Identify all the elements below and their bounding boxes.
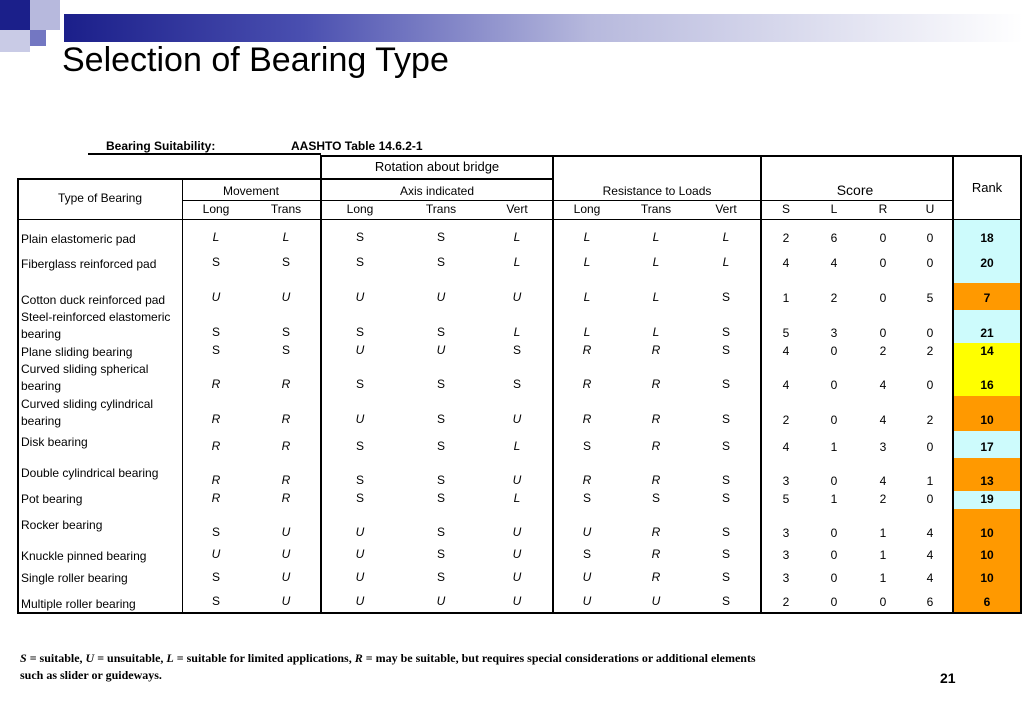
suitability-cell: S bbox=[436, 412, 446, 426]
suitability-cell: L bbox=[722, 230, 730, 244]
score-cell: 3 bbox=[830, 326, 838, 340]
header-axis-indicated: Axis indicated bbox=[399, 184, 475, 198]
suitability-cell: R bbox=[211, 377, 221, 391]
score-cell: 0 bbox=[926, 231, 934, 245]
subheader-5: Long bbox=[573, 202, 601, 216]
score-cell: 3 bbox=[782, 548, 790, 562]
suitability-cell: S bbox=[436, 377, 446, 391]
rank-value: 18 bbox=[980, 231, 994, 245]
suitability-cell: R bbox=[651, 412, 661, 426]
rank-value: 20 bbox=[980, 256, 994, 270]
bearing-name: Steel-reinforced elastomeric bbox=[21, 310, 171, 324]
suitability-cell: S bbox=[211, 570, 221, 584]
score-cell: 2 bbox=[782, 231, 790, 245]
bearing-name: Multiple roller bearing bbox=[21, 597, 136, 611]
score-cell: 6 bbox=[830, 231, 838, 245]
suitability-cell: U bbox=[512, 525, 522, 539]
suitability-cell: S bbox=[582, 491, 592, 505]
suitability-cell: S bbox=[651, 491, 661, 505]
score-cell: 0 bbox=[830, 595, 838, 609]
suitability-cell: R bbox=[281, 439, 291, 453]
suitability-cell: S bbox=[211, 525, 221, 539]
score-cell: 0 bbox=[830, 548, 838, 562]
suitability-cell: S bbox=[436, 570, 446, 584]
suitability-cell: S bbox=[721, 525, 731, 539]
suitability-cell: L bbox=[282, 230, 290, 244]
score-cell: 3 bbox=[782, 571, 790, 585]
suitability-cell: S bbox=[211, 343, 221, 357]
rank-value: 10 bbox=[980, 571, 994, 585]
suitability-cell: R bbox=[211, 491, 221, 505]
score-cell: 0 bbox=[879, 256, 887, 270]
suitability-cell: S bbox=[281, 325, 291, 339]
score-cell: 2 bbox=[782, 413, 790, 427]
suitability-cell: S bbox=[512, 377, 522, 391]
header-type-of-bearing: Type of Bearing bbox=[57, 191, 143, 205]
suitability-cell: R bbox=[582, 473, 592, 487]
suitability-cell: U bbox=[582, 594, 592, 608]
legend-r-symbol: R bbox=[354, 651, 363, 665]
score-cell: 2 bbox=[782, 595, 790, 609]
score-cell: 4 bbox=[926, 548, 934, 562]
header-rotation: Rotation about bridge bbox=[374, 159, 500, 174]
rank-value: 7 bbox=[983, 291, 991, 305]
suitability-cell: S bbox=[582, 547, 592, 561]
suitability-cell: S bbox=[355, 439, 365, 453]
score-cell: 4 bbox=[879, 413, 887, 427]
score-cell: 5 bbox=[782, 492, 790, 506]
suitability-cell: R bbox=[651, 377, 661, 391]
suitability-cell: S bbox=[436, 255, 446, 269]
score-cell: 0 bbox=[926, 326, 934, 340]
subheader-4: Vert bbox=[506, 202, 528, 216]
bearing-name: Curved sliding cylindrical bbox=[21, 397, 154, 411]
subheader-2: Long bbox=[346, 202, 374, 216]
legend-s-text: = suitable, bbox=[26, 651, 86, 665]
score-cell: 0 bbox=[926, 378, 934, 392]
score-cell: 3 bbox=[782, 526, 790, 540]
suitability-cell: U bbox=[512, 473, 522, 487]
suitability-cell: L bbox=[652, 325, 660, 339]
score-cell: 6 bbox=[926, 595, 934, 609]
suitability-cell: U bbox=[436, 290, 446, 304]
suitability-cell: S bbox=[721, 439, 731, 453]
rank-value: 21 bbox=[980, 326, 994, 340]
header-movement: Movement bbox=[222, 184, 280, 198]
header-rank: Rank bbox=[971, 180, 1003, 195]
suitability-cell: S bbox=[436, 473, 446, 487]
header-score: Score bbox=[836, 182, 874, 198]
score-cell: 1 bbox=[830, 440, 838, 454]
suitability-cell: U bbox=[651, 594, 661, 608]
suitability-cell: L bbox=[583, 325, 591, 339]
suitability-cell: S bbox=[355, 473, 365, 487]
legend-r-text: = may be suitable, but requires special considerations or additional elements such as slider or guideways. bbox=[20, 651, 756, 682]
suitability-cell: U bbox=[355, 570, 365, 584]
score-cell: 0 bbox=[926, 492, 934, 506]
suitability-cell: S bbox=[281, 255, 291, 269]
score-cell: 0 bbox=[830, 526, 838, 540]
rank-value: 17 bbox=[980, 440, 994, 454]
suitability-cell: R bbox=[651, 343, 661, 357]
suitability-cell: R bbox=[281, 412, 291, 426]
score-cell: 4 bbox=[782, 256, 790, 270]
suitability-cell: R bbox=[651, 439, 661, 453]
bearing-name: bearing bbox=[21, 327, 62, 341]
score-cell: 4 bbox=[782, 378, 790, 392]
suitability-cell: L bbox=[583, 255, 591, 269]
suitability-cell: U bbox=[512, 570, 522, 584]
suitability-cell: S bbox=[355, 377, 365, 391]
score-cell: 1 bbox=[782, 291, 790, 305]
legend-l-text: = suitable for limited applications, bbox=[173, 651, 355, 665]
score-cell: 0 bbox=[830, 571, 838, 585]
suitability-cell: U bbox=[281, 570, 291, 584]
corner-square-light bbox=[30, 0, 60, 30]
suitability-cell: S bbox=[436, 491, 446, 505]
bearing-name: Plane sliding bearing bbox=[21, 345, 133, 359]
suitability-cell: L bbox=[212, 230, 220, 244]
score-cell: 0 bbox=[879, 231, 887, 245]
score-cell: 4 bbox=[782, 440, 790, 454]
suitability-cell: U bbox=[512, 290, 522, 304]
score-cell: 2 bbox=[879, 344, 887, 358]
suitability-cell: R bbox=[582, 343, 592, 357]
rank-value: 13 bbox=[980, 474, 994, 488]
suitability-cell: S bbox=[436, 230, 446, 244]
suitability-cell: R bbox=[281, 377, 291, 391]
score-cell: 2 bbox=[926, 344, 934, 358]
score-cell: 0 bbox=[926, 440, 934, 454]
rank-value: 10 bbox=[980, 548, 994, 562]
score-cell: 0 bbox=[830, 378, 838, 392]
header-gradient-bar bbox=[64, 14, 1023, 42]
score-cell: 1 bbox=[926, 474, 934, 488]
bearing-name: Curved sliding spherical bbox=[21, 362, 149, 376]
score-cell: 1 bbox=[830, 492, 838, 506]
score-cell: 1 bbox=[879, 548, 887, 562]
suitability-cell: U bbox=[355, 412, 365, 426]
suitability-cell: U bbox=[436, 594, 446, 608]
bearing-name: Plain elastomeric pad bbox=[21, 232, 136, 246]
score-cell: 5 bbox=[782, 326, 790, 340]
legend-l-symbol: L bbox=[166, 651, 174, 665]
legend-u-text: = unsuitable, bbox=[94, 651, 167, 665]
subheader-8: S bbox=[781, 202, 791, 216]
corner-square-mid bbox=[30, 30, 46, 46]
suitability-cell: U bbox=[436, 343, 446, 357]
suitability-cell: U bbox=[211, 547, 221, 561]
bearing-name: bearing bbox=[21, 414, 62, 428]
subheader-10: R bbox=[878, 202, 888, 216]
suitability-cell: U bbox=[355, 290, 365, 304]
suitability-cell: U bbox=[582, 525, 592, 539]
bearing-name: Knuckle pinned bearing bbox=[21, 549, 147, 563]
suitability-cell: L bbox=[583, 290, 591, 304]
suitability-cell: U bbox=[355, 594, 365, 608]
suitability-cell: S bbox=[721, 491, 731, 505]
suitability-cell: U bbox=[281, 525, 291, 539]
suitability-cell: R bbox=[651, 570, 661, 584]
bearing-name: bearing bbox=[21, 379, 62, 393]
suitability-cell: R bbox=[582, 412, 592, 426]
bearing-name: Pot bearing bbox=[21, 492, 83, 506]
score-cell: 0 bbox=[830, 413, 838, 427]
suitability-cell: R bbox=[582, 377, 592, 391]
slide-title: Selection of Bearing Type bbox=[62, 41, 449, 79]
suitability-cell: S bbox=[721, 473, 731, 487]
score-cell: 4 bbox=[926, 571, 934, 585]
bearing-name: Double cylindrical bearing bbox=[21, 466, 159, 480]
suitability-cell: L bbox=[513, 230, 521, 244]
table-reference: AASHTO Table 14.6.2-1 bbox=[291, 139, 423, 153]
suitability-cell: U bbox=[355, 547, 365, 561]
corner-square-dark bbox=[0, 0, 30, 30]
score-cell: 3 bbox=[879, 440, 887, 454]
score-cell: 2 bbox=[879, 492, 887, 506]
suitability-cell: L bbox=[722, 255, 730, 269]
suitability-cell: U bbox=[281, 594, 291, 608]
suitability-cell: U bbox=[512, 412, 522, 426]
score-cell: 0 bbox=[879, 326, 887, 340]
score-cell: 2 bbox=[926, 413, 934, 427]
suitability-cell: U bbox=[582, 570, 592, 584]
suitability-cell: S bbox=[721, 325, 731, 339]
suitability-cell: L bbox=[513, 439, 521, 453]
subheader-7: Vert bbox=[715, 202, 737, 216]
suitability-cell: U bbox=[211, 290, 221, 304]
suitability-cell: U bbox=[355, 343, 365, 357]
rank-value: 14 bbox=[980, 344, 994, 358]
suitability-cell: U bbox=[281, 547, 291, 561]
score-cell: 0 bbox=[830, 344, 838, 358]
legend-u-symbol: U bbox=[85, 651, 95, 665]
suitability-cell: S bbox=[721, 290, 731, 304]
score-cell: 4 bbox=[830, 256, 838, 270]
score-cell: 5 bbox=[926, 291, 934, 305]
score-cell: 1 bbox=[879, 571, 887, 585]
score-cell: 0 bbox=[879, 595, 887, 609]
suitability-cell: R bbox=[211, 412, 221, 426]
score-cell: 0 bbox=[830, 474, 838, 488]
suitability-cell: U bbox=[512, 594, 522, 608]
rank-value: 10 bbox=[980, 413, 994, 427]
rank-value: 16 bbox=[980, 378, 994, 392]
suitability-cell: S bbox=[721, 594, 731, 608]
rank-value: 10 bbox=[980, 526, 994, 540]
subheader-6: Trans bbox=[640, 202, 672, 216]
rank-value: 19 bbox=[980, 492, 994, 506]
bearing-name: Rocker bearing bbox=[21, 518, 103, 532]
bearing-name: Fiberglass reinforced pad bbox=[21, 257, 157, 271]
score-cell: 4 bbox=[879, 378, 887, 392]
suitability-cell: R bbox=[651, 473, 661, 487]
subheader-9: L bbox=[830, 202, 838, 216]
score-cell: 0 bbox=[879, 291, 887, 305]
suitability-cell: L bbox=[513, 325, 521, 339]
suitability-cell: S bbox=[436, 525, 446, 539]
suitability-cell: S bbox=[355, 230, 365, 244]
subheader-1: Trans bbox=[270, 202, 302, 216]
suitability-cell: S bbox=[281, 343, 291, 357]
suitability-cell: S bbox=[211, 594, 221, 608]
score-cell: 0 bbox=[926, 256, 934, 270]
bearing-name: Single roller bearing bbox=[21, 571, 128, 585]
score-cell: 4 bbox=[926, 526, 934, 540]
corner-square-light-2 bbox=[0, 30, 30, 52]
suitability-cell: R bbox=[281, 491, 291, 505]
page-number: 21 bbox=[940, 670, 956, 686]
score-cell: 4 bbox=[782, 344, 790, 358]
score-cell: 1 bbox=[879, 526, 887, 540]
rank-value: 6 bbox=[983, 595, 991, 609]
bearing-name: Disk bearing bbox=[21, 435, 88, 449]
suitability-cell: S bbox=[512, 343, 522, 357]
suitability-cell: R bbox=[651, 525, 661, 539]
suitability-cell: L bbox=[652, 230, 660, 244]
suitability-cell: L bbox=[583, 230, 591, 244]
suitability-cell: L bbox=[513, 255, 521, 269]
suitability-cell: L bbox=[513, 491, 521, 505]
legend-footnote bbox=[20, 650, 760, 684]
legend-s-symbol: S bbox=[20, 651, 27, 665]
suitability-cell: L bbox=[652, 255, 660, 269]
header-resistance: Resistance to Loads bbox=[602, 184, 712, 198]
suitability-cell: S bbox=[721, 570, 731, 584]
suitability-cell: U bbox=[512, 547, 522, 561]
suitability-cell: S bbox=[721, 547, 731, 561]
subheader-11: U bbox=[925, 202, 935, 216]
suitability-cell: S bbox=[436, 439, 446, 453]
suitability-cell: S bbox=[211, 325, 221, 339]
suitability-cell: S bbox=[355, 491, 365, 505]
suitability-cell: U bbox=[281, 290, 291, 304]
suitability-cell: S bbox=[355, 325, 365, 339]
suitability-cell: S bbox=[721, 377, 731, 391]
score-cell: 3 bbox=[782, 474, 790, 488]
suitability-cell: R bbox=[211, 473, 221, 487]
bearing-name: Cotton duck reinforced pad bbox=[21, 293, 166, 307]
suitability-cell: S bbox=[211, 255, 221, 269]
score-cell: 2 bbox=[830, 291, 838, 305]
suitability-cell: R bbox=[651, 547, 661, 561]
suitability-label: Bearing Suitability: bbox=[106, 139, 216, 153]
subheader-3: Trans bbox=[425, 202, 457, 216]
score-cell: 4 bbox=[879, 474, 887, 488]
suitability-cell: S bbox=[436, 325, 446, 339]
suitability-cell: S bbox=[721, 343, 731, 357]
suitability-cell: S bbox=[582, 439, 592, 453]
suitability-cell: R bbox=[281, 473, 291, 487]
suitability-cell: S bbox=[436, 547, 446, 561]
subheader-0: Long bbox=[202, 202, 230, 216]
suitability-cell: L bbox=[652, 290, 660, 304]
suitability-cell: S bbox=[721, 412, 731, 426]
suitability-cell: S bbox=[355, 255, 365, 269]
suitability-cell: R bbox=[211, 439, 221, 453]
suitability-cell: U bbox=[355, 525, 365, 539]
